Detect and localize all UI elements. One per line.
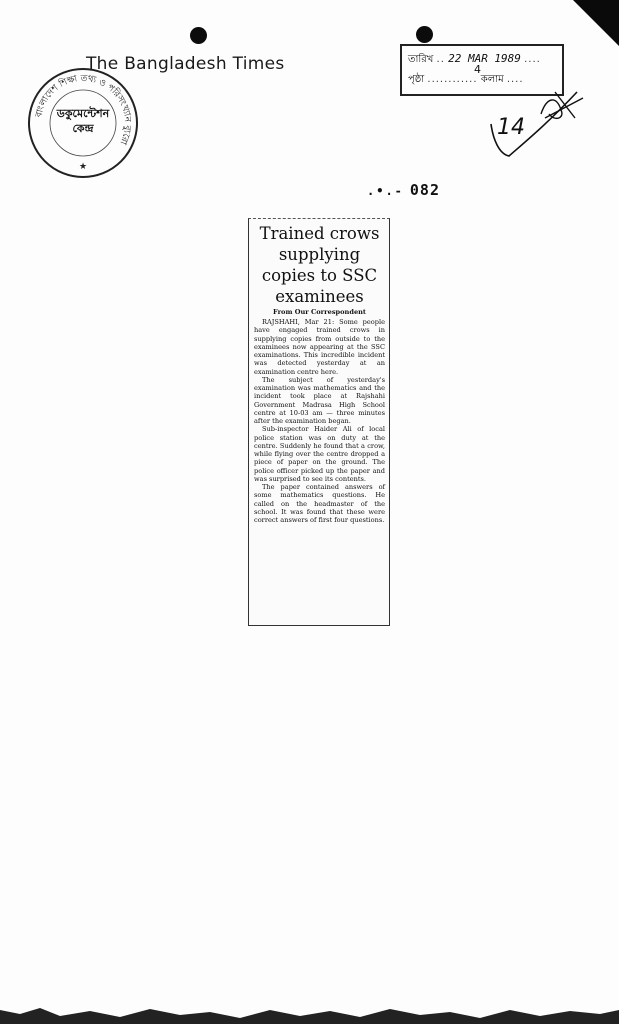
- article-byline: From Our Correspondent: [273, 308, 366, 316]
- column-label: কলাম: [480, 74, 504, 85]
- headline-line: supplying: [278, 245, 361, 264]
- date-value: 22 MAR 1989: [448, 52, 521, 65]
- newspaper-masthead: The Bangladesh Times: [86, 54, 285, 74]
- handwritten-annotation: [485, 84, 605, 164]
- stamp-center: [26, 106, 140, 136]
- page-corner-shadow: [573, 0, 619, 46]
- date-label: তারিখ: [408, 54, 434, 65]
- stamp-center-line1: ডকুমেন্টেশন: [56, 107, 110, 120]
- serial-number: 082: [409, 181, 440, 199]
- date-row: তারিখ .. 22 MAR 1989 ....: [408, 52, 541, 65]
- article-paragraph: The paper contained answers of some mathematics questions. He called on the headmaster of the school. It was found that these were correct answers of first four questions.: [254, 483, 385, 524]
- punch-hole-right: [416, 26, 433, 43]
- page-column-row: পৃষ্ঠা ............ 4 কলাম ....: [408, 63, 524, 85]
- page-label: পৃষ্ঠা: [408, 74, 425, 85]
- article-paragraph: Sub-inspector Haider Ali of local police station was on duty at the centre. Suddenly he found that a crow, while flying over the centre dropped a piece of paper on the ground. The police officer picked up the paper and was surprised to see its contents.: [254, 425, 385, 483]
- stamp-center-line2: কেন্দ্র: [72, 122, 94, 135]
- torn-bottom-edge: [0, 1002, 619, 1024]
- page-value: 4: [474, 63, 481, 76]
- article-headline: [254, 223, 385, 307]
- documentation-centre-stamp: [26, 66, 140, 180]
- stamp-ring-text: বাংলাদেশ শিক্ষা তথ্য ও পরিসংখ্যান ব্যুরো: [34, 73, 133, 146]
- article-paragraph: The subject of yesterday's examination was mathematics and the incident took place at Rajshahi Government Madrasa High School centre at 10-03 am — three minutes after the examination began.: [254, 375, 385, 425]
- punch-hole-left: [190, 27, 207, 44]
- headline-line: examinees: [275, 287, 364, 306]
- serial-number-line: .•.- 082: [367, 181, 440, 199]
- article-paragraph: RAJSHAHI, Mar 21: Some people have engaged trained crows in supplying copies from outside to the examinees now appearing at the SSC examinations. This incredible incident was detected yesterday at an examination centre here.: [254, 318, 385, 376]
- article-body: [254, 318, 385, 524]
- headline-line: Trained crows: [259, 224, 380, 243]
- svg-text:★: ★: [78, 162, 88, 172]
- handwritten-number: 14: [497, 115, 525, 140]
- newspaper-clipping: [248, 218, 390, 626]
- headline-line: copies to SSC: [261, 266, 378, 285]
